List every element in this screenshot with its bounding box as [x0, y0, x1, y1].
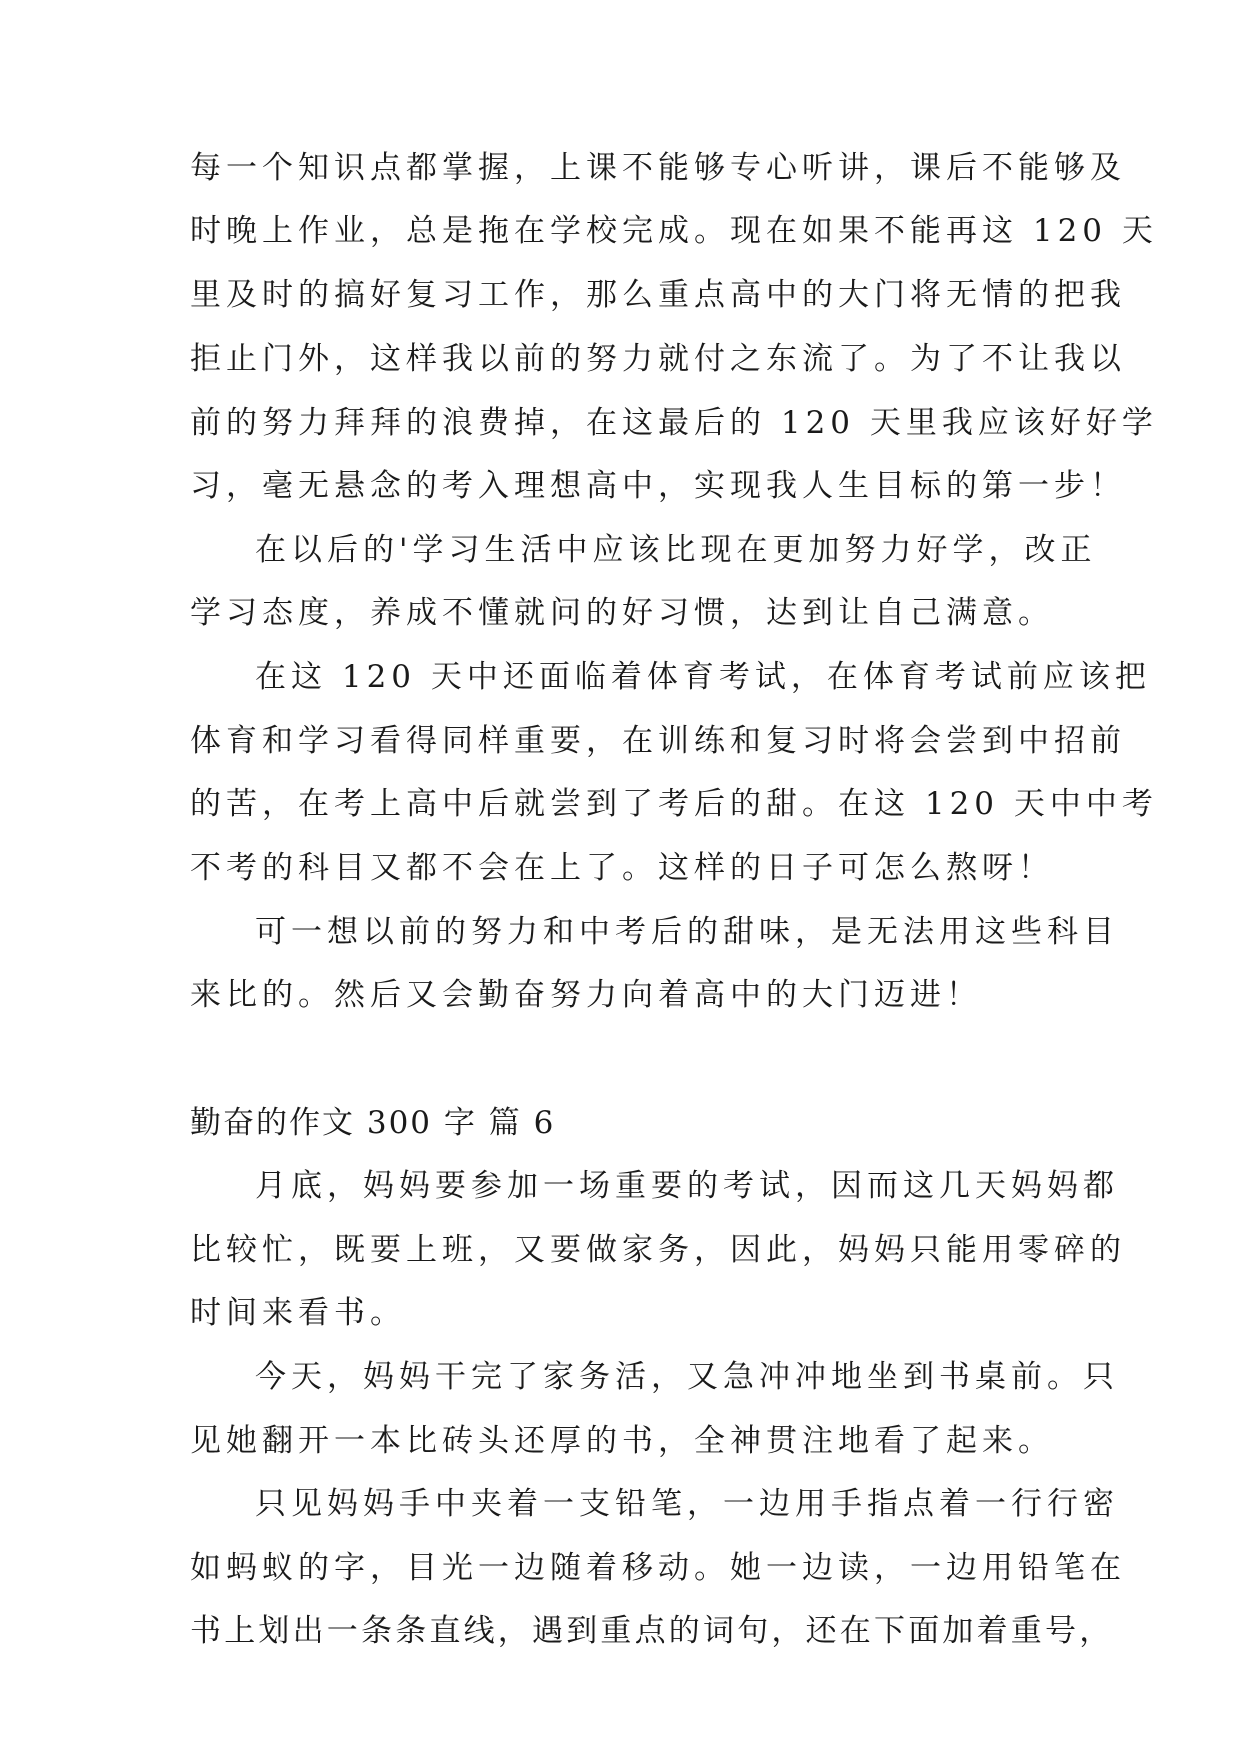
text-line: 学习态度，养成不懂就问的好习惯，达到让自己满意。 [190, 595, 1054, 631]
text-line: 里及时的搞好复习工作，那么重点高中的大门将无情的把我 [190, 277, 1126, 313]
text-line: 习，毫无悬念的考入理想高中，实现我人生目标的第一步！ [190, 468, 1126, 504]
text-line: 书上划出一条条直线，遇到重点的词句，还在下面加着重号， [190, 1613, 1114, 1649]
text-line: 今天，妈妈干完了家务活，又急冲冲地坐到书桌前。只 [255, 1359, 1119, 1395]
text-line: 在这 120 天中还面临着体育考试，在体育考试前应该把 [255, 659, 1151, 695]
text-line: 时间来看书。 [190, 1295, 406, 1331]
text-line: 体育和学习看得同样重要，在训练和复习时将会尝到中招前 [190, 723, 1126, 759]
text-line: 前的努力拜拜的浪费掉，在这最后的 120 天里我应该好好学 [190, 405, 1158, 441]
text-line: 见她翻开一本比砖头还厚的书，全神贯注地看了起来。 [190, 1423, 1054, 1459]
text-line: 来比的。然后又会勤奋努力向着高中的大门迈进！ [190, 977, 982, 1013]
text-line: 如蚂蚁的字，目光一边随着移动。她一边读，一边用铅笔在 [190, 1550, 1126, 1586]
text-line: 不考的科目又都不会在上了。这样的日子可怎么熬呀！ [190, 850, 1054, 886]
text-line: 在以后的'学习生活中应该比现在更加努力好学，改正 [255, 532, 1097, 568]
text-line: 可一想以前的努力和中考后的甜味，是无法用这些科目 [255, 914, 1119, 950]
section-heading: 勤奋的作文 300 字 篇 6 [190, 1105, 556, 1141]
text-line: 只见妈妈手中夹着一支铅笔，一边用手指点着一行行密 [255, 1486, 1119, 1522]
text-line: 的苦，在考上高中后就尝到了考后的甜。在这 120 天中中考 [190, 786, 1158, 822]
text-line: 拒止门外，这样我以前的努力就付之东流了。为了不让我以 [190, 341, 1126, 377]
text-line: 每一个知识点都掌握，上课不能够专心听讲，课后不能够及 [190, 150, 1126, 186]
text-line: 时晚上作业，总是拖在学校完成。现在如果不能再这 120 天 [190, 213, 1158, 249]
text-line: 月底，妈妈要参加一场重要的考试，因而这几天妈妈都 [255, 1168, 1119, 1204]
text-line: 比较忙，既要上班，又要做家务，因此，妈妈只能用零碎的 [190, 1232, 1126, 1268]
